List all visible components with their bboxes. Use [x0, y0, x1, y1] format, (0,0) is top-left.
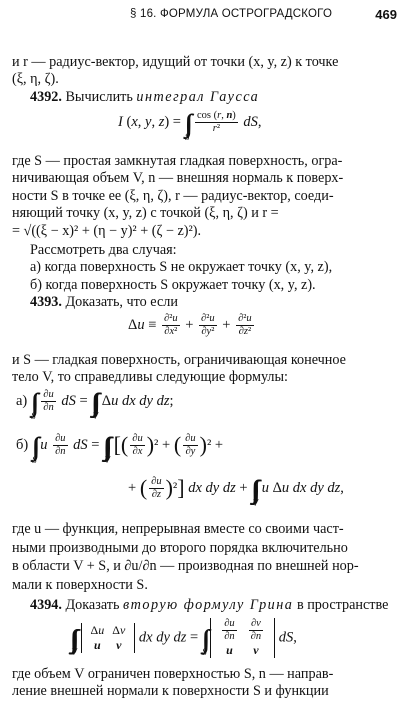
body-line: ление внешней нормали к поверхности S и функции — [12, 683, 329, 700]
page-number: 469 — [375, 7, 397, 22]
case-b: б) когда поверхность S окружает точку (x, y, z). — [30, 276, 316, 293]
formula-b-line2: + ( $\frac{\partial u}{\partial z}$ )²] dx dy dz + $\int\int\int_V$ u Δu dx dy dz, — [128, 475, 344, 508]
intro-paragraph — [12, 54, 400, 89]
formula-b-line1: б) $\int\int_S$ u $\frac{\partial u}{\partial n}$ dS = $\int\int\int_V$ [( $\frac{\partial u}{\partial x}$ )² + ( $\frac{\partial u}{\partial y}$ )² + — [16, 432, 224, 465]
body-line: где S — простая замкнутая гладкая поверхность, огра- — [12, 153, 343, 169]
body-line: где объем V ограничен поверхностью S, n — направ- — [12, 666, 334, 682]
problem-number: 4394. — [30, 597, 62, 613]
problem-number: 4392. — [30, 89, 62, 105]
green-formula: $\int\int\int_V$ Δu Δv u v dx dy dz = $\int\int_S$ $\frac{\partial u}{\partial n}$ $\frac{\partial v}{\partial n}$ u v dS, — [70, 618, 297, 658]
problem-4393-heading — [12, 294, 400, 311]
body-line: мали к поверхности S. — [12, 576, 148, 593]
problem-text: Вычислить — [65, 89, 133, 105]
problem-number: 4393. — [30, 294, 62, 310]
body-line: = √((ξ − x)² + (η − y)² + (ζ − z)²). — [12, 222, 202, 239]
problem-4392-body — [12, 153, 400, 240]
body-line: где u — функция, непрерывная вместе со своими част- — [12, 521, 344, 537]
problem-4393-body — [12, 352, 400, 387]
intro-line: (ξ, η, ζ). — [12, 71, 59, 88]
problem-4394-body — [12, 666, 400, 701]
case-a: а) когда поверхность S не окружает точку (x, y, z), — [30, 259, 333, 276]
body-line: и S — гладкая поверхность, ограничивающая конечное — [12, 352, 346, 368]
cases-block — [12, 242, 400, 294]
problem-text-tail: в пространстве — [296, 597, 389, 613]
problem-emphasis: интеграл Гаусса — [136, 89, 260, 105]
formula-a: а) $\int\int_S$ $\frac{\partial u}{\partial n}$ dS = $\int\int\int_V$ Δu dx dy dz; — [16, 387, 174, 421]
body-line: няющий точку (x, y, z) с точкой (ξ, η, ζ) и r = — [12, 205, 279, 222]
laplacian-formula: Δu ≡ $\frac{\text{∂²u}}{\text{∂x²}}$ + $\frac{\text{∂²u}}{\text{∂y²}}$ + $\frac{\text{∂²u}}{\text{∂z²}}$ — [128, 313, 252, 337]
double-integral-symbol: ∫∫ — [184, 108, 187, 138]
body-line: ными производными до второго порядка включительно — [12, 539, 348, 556]
problem-4393-after — [12, 520, 400, 594]
body-line: тело V, то справедливы следующие формулы: — [12, 369, 288, 386]
intro-line: и r — радиус-вектор, идущий от точки (x, y, z) к точке — [12, 54, 339, 70]
gauss-integral-formula: I (x, y, $z) = \int\int_S$ $\frac{\cos (r, n)}{\text{r²}}$ dS, — [118, 108, 262, 142]
body-line: ности S в точке ее (ξ, η, ζ), r — радиус-вектор, соеди- — [12, 187, 334, 204]
problem-text: Доказать, что если — [65, 294, 178, 310]
body-line: в области V + S, и ∂u/∂n — производная по внешней нор- — [12, 558, 359, 575]
cases-intro: Рассмотреть два случая: — [30, 242, 177, 258]
problem-4394-heading — [12, 597, 400, 614]
fraction: $\frac{\cos (r, n)}{\text{r²}}$ — [196, 110, 236, 134]
problem-text: Доказать — [65, 597, 120, 613]
problem-4392-heading — [12, 89, 400, 106]
body-line: ничивающая объем V, n — внешняя нормаль к поверх- — [12, 170, 344, 187]
running-header — [0, 8, 419, 28]
problem-emphasis: вторую формулу Грина — [122, 597, 294, 613]
running-title: § 16. ФОРМУЛА ОСТРОГРАДСКОГО — [130, 8, 333, 20]
